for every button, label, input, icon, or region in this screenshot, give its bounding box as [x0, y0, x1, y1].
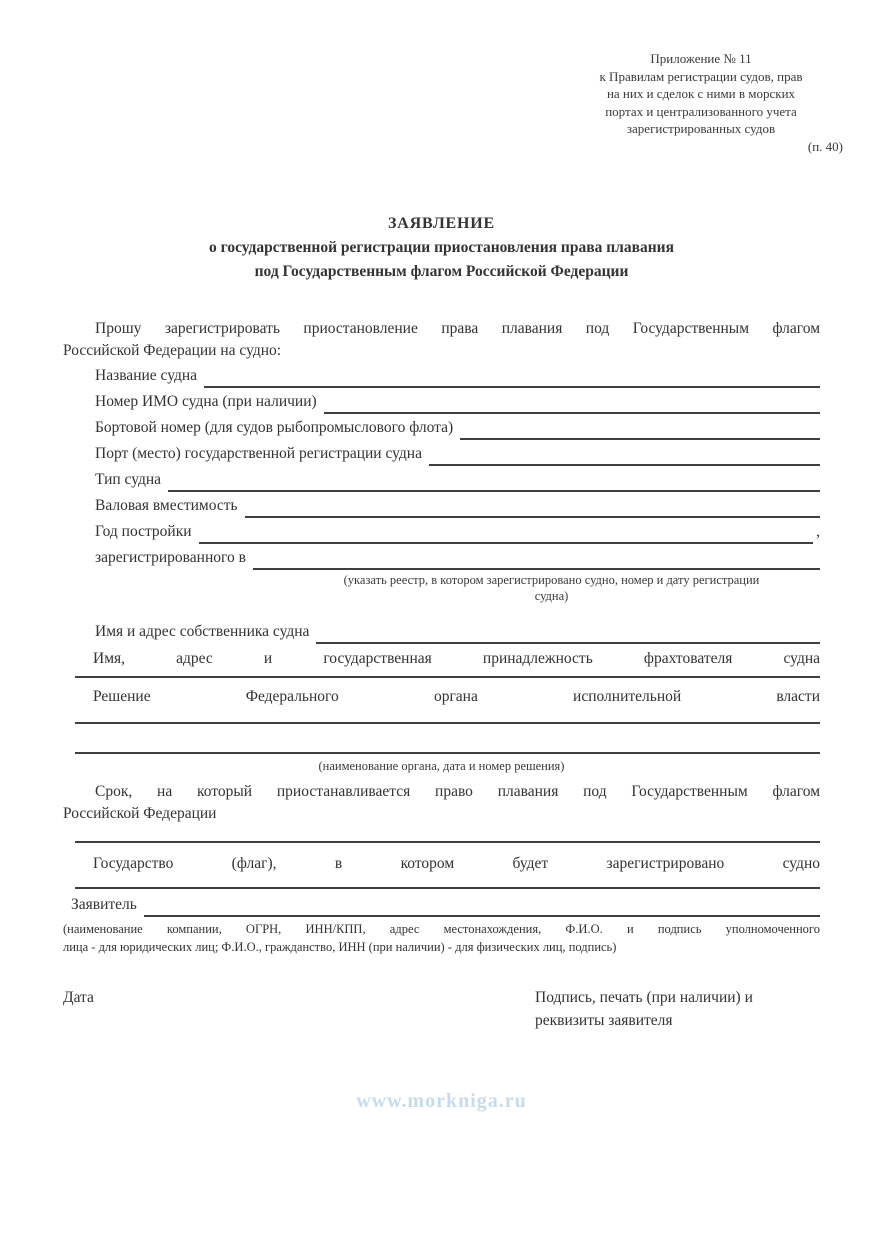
annex-line: зарегистрированных судов: [626, 121, 776, 136]
field-owner-name-address: [63, 618, 820, 644]
flag-state-heading: Государство (флаг), в котором будет зарегистрировано судно: [93, 854, 820, 872]
field-label: Валовая вместимость: [95, 497, 238, 514]
field-label: Год постройки: [95, 523, 192, 540]
field-fill-line[interactable]: [199, 519, 814, 544]
field-fill-line[interactable]: [324, 389, 820, 414]
field-fill-line[interactable]: [144, 892, 820, 917]
field-fill-line[interactable]: [168, 467, 820, 492]
decision-heading: Решение Федерального органа исполнительной власти: [93, 688, 820, 705]
term-line: Российской Федерации: [63, 804, 217, 822]
decision-caption: (наименование органа, дата и номер решения): [318, 759, 565, 773]
field-gross-tonnage: [63, 492, 820, 518]
signature-label: Подпись, печать (при наличии) и реквизиты заявителя: [535, 988, 753, 1029]
field-label: Бортовой номер (для судов рыбопромыслового флота): [95, 419, 454, 436]
annex-line: Приложение № 11: [650, 51, 752, 66]
field-label: Название судна: [95, 367, 198, 384]
annex-line: к Правилам регистрации судов, прав: [599, 68, 803, 84]
applicant-caption: [63, 920, 820, 956]
watermark-text: www.morkniga.ru: [356, 1089, 527, 1112]
field-registered-in: [63, 544, 820, 570]
footer-row: [63, 986, 820, 1032]
field-fill-line[interactable]: [245, 493, 820, 518]
field-vessel-name: [63, 362, 820, 388]
title-subtitle-line: о государственной регистрации приостановления права плавания: [209, 239, 674, 256]
intro-line: Российской Федерации на судно:: [63, 342, 282, 359]
registry-caption-line: (указать реестр, в котором зарегистрировано судно, номер и дату регистрации: [343, 573, 760, 587]
annex-line: на них и сделок с ними в морских: [606, 86, 796, 101]
intro-line: Прошу зарегистрировать приостановление права плавания под Государственным флагом: [95, 320, 820, 337]
field-label: Порт (место) государственной регистрации судна: [95, 445, 422, 462]
field-vessel-type: [63, 466, 820, 492]
registry-caption-line: судна): [534, 588, 569, 603]
annex-note: [555, 50, 847, 155]
decision-fill-line[interactable]: [75, 722, 820, 724]
registry-caption: [283, 573, 820, 604]
charterer-heading: Имя, адрес и государственная принадлежность фрахтователя судна: [93, 650, 820, 667]
field-fill-line[interactable]: [204, 363, 820, 388]
decision-fill-line[interactable]: [75, 752, 820, 754]
date-label: Дата: [63, 988, 94, 1006]
intro-paragraph: [63, 318, 820, 362]
field-suffix: ,: [816, 523, 820, 540]
title-subtitle-line: под Государственным флагом Российской Федерации: [254, 263, 629, 280]
field-fill-line[interactable]: [253, 545, 820, 570]
field-build-year: [63, 518, 820, 544]
flag-state-fill-line[interactable]: [75, 887, 820, 889]
title-heading: ЗАЯВЛЕНИЕ: [388, 215, 495, 232]
applicant-caption-line: (наименование компании, ОГРН, ИНН/КПП, адрес местонахождения, Ф.И.О. и подпись уполномоченного: [63, 921, 820, 936]
field-label: Номер ИМО судна (при наличии): [95, 393, 317, 410]
field-label: Тип судна: [95, 471, 162, 488]
field-label: Заявитель: [71, 895, 137, 913]
field-label: зарегистрированного в: [95, 549, 246, 566]
document-body: [63, 212, 820, 1113]
field-label: Имя и адрес собственника судна: [95, 623, 310, 640]
field-fill-line[interactable]: [429, 441, 820, 466]
term-fill-line[interactable]: [75, 841, 820, 843]
document-title: [63, 212, 820, 284]
field-board-number: [63, 414, 820, 440]
charterer-fill-line[interactable]: [75, 676, 820, 678]
field-fill-line[interactable]: [316, 619, 820, 644]
term-line: Срок, на который приостанавливается право плавания под Государственным флагом: [95, 782, 820, 800]
applicant-caption-line: лица - для юридических лиц; Ф.И.О., гражданство, ИНН (при наличии) - для физических лиц, подпись): [63, 939, 617, 954]
field-fill-line[interactable]: [460, 415, 820, 440]
field-registration-port: [63, 440, 820, 466]
annex-line: портах и централизованного учета: [605, 103, 797, 119]
field-applicant: [63, 891, 820, 917]
term-paragraph: [63, 781, 820, 825]
field-imo-number: [63, 388, 820, 414]
annex-clause: (п. 40): [807, 138, 843, 154]
